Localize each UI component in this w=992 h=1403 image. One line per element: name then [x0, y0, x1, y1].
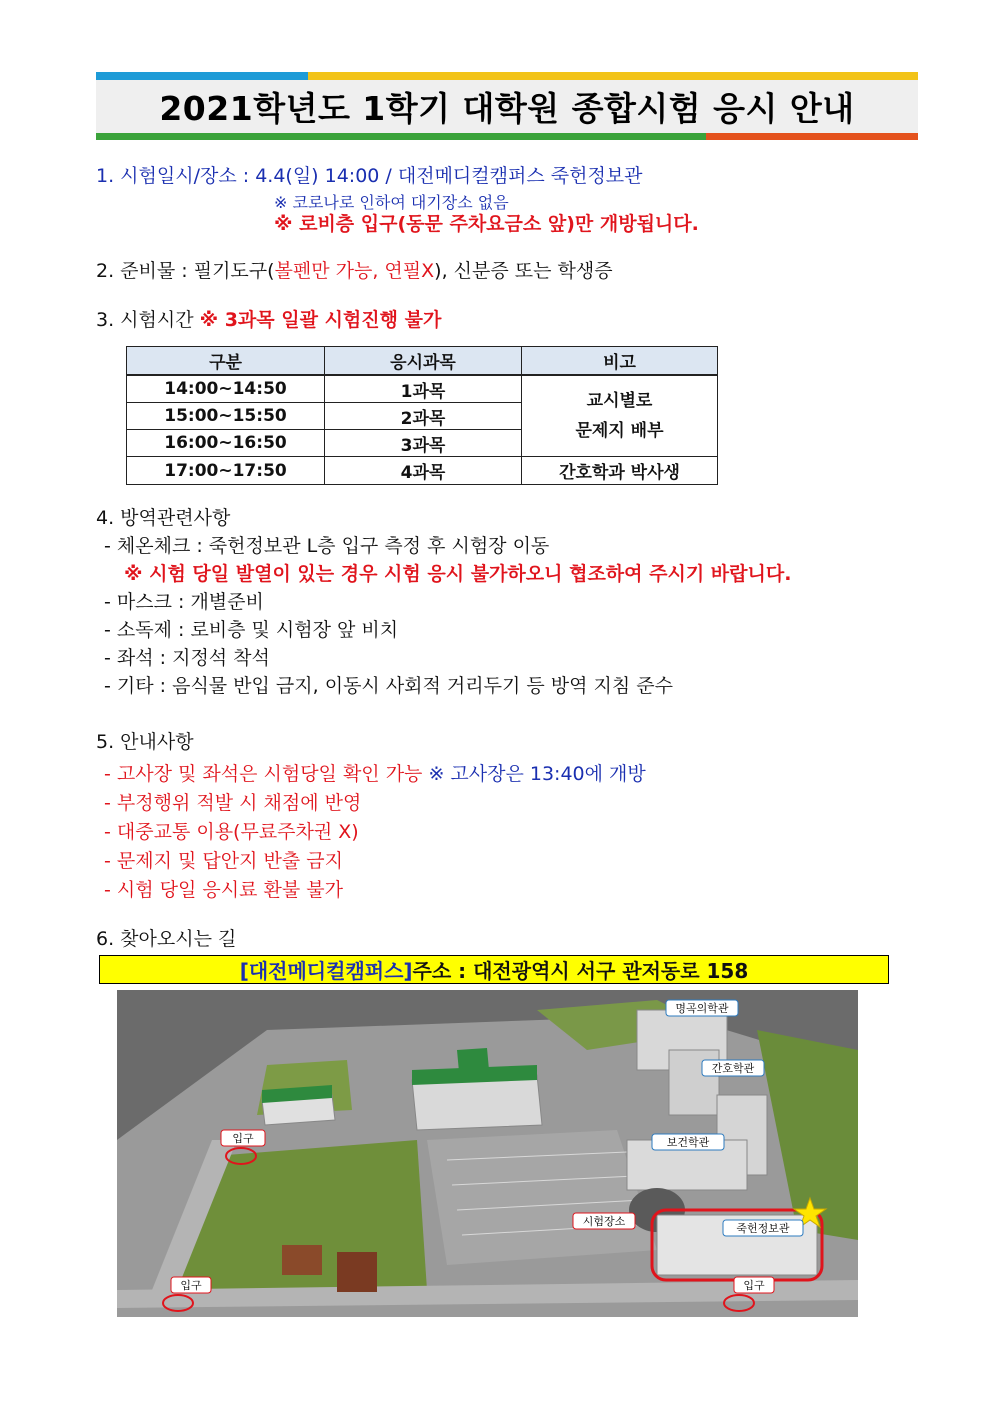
- address-text: 주소 : 대전광역시 서구 관저동로 158: [412, 959, 749, 983]
- section-5-title: 5. 안내사항: [96, 731, 194, 753]
- table-cell-time: 14:00~14:50: [127, 375, 325, 403]
- exam-schedule-table: [126, 346, 718, 485]
- section-5-item-2: - 부정행위 적발 시 채점에 반영: [104, 792, 362, 814]
- map-label-gate-1: 입구: [232, 1132, 254, 1145]
- section-2-supplies: [96, 259, 613, 283]
- section-5-item-5: - 시험 당일 응시료 환불 불가: [104, 879, 343, 901]
- table-note-line-2: 문제지 배부: [575, 421, 664, 441]
- table-header-subject: 응시과목: [325, 347, 522, 376]
- section-2-pen-only: 볼펜만 가능, 연필X: [274, 260, 435, 282]
- banner-accent-green: [96, 133, 706, 140]
- section-1-value: 4.4(일) 14:00 / 대전메디컬캠퍼스 죽헌정보관: [255, 165, 643, 187]
- section-2-prefix: 2. 준비물 : 필기도구(: [96, 260, 275, 282]
- table-cell-time: 16:00~16:50: [127, 430, 325, 457]
- table-cell-time: 15:00~15:50: [127, 403, 325, 430]
- table-cell-subject: 2과목: [325, 403, 522, 430]
- table-row: [127, 457, 718, 485]
- table-cell-time: 17:00~17:50: [127, 457, 325, 485]
- table-note-line-1: 교시별로: [586, 391, 653, 411]
- banner-accent-orange: [706, 133, 918, 140]
- banner-accent-yellow: [308, 72, 918, 80]
- map-label-gate-2: 입구: [180, 1279, 202, 1292]
- table-header-note: 비고: [522, 347, 718, 376]
- section-4-item-mask: - 마스크 : 개별준비: [104, 591, 264, 613]
- section-4-title: 4. 방역관련사항: [96, 507, 231, 529]
- section-6-title: 6. 찾아오시는 길: [96, 928, 237, 950]
- section-1-note-waiting: ※ 코로나로 인하여 대기장소 없음: [274, 193, 509, 212]
- map-path-brown: [337, 1252, 377, 1292]
- section-3-time: [96, 308, 441, 332]
- section-4-item-etc: - 기타 : 음식물 반입 금지, 이동시 사회적 거리두기 등 방역 지침 준수: [104, 675, 673, 697]
- section-5-item-3: - 대중교통 이용(무료주차권 X): [104, 821, 359, 843]
- map-label-exam: 시험장소: [582, 1215, 626, 1228]
- address-campus: [대전메디컬캠퍼스]: [239, 959, 413, 983]
- section-5-item-1-red: - 고사장 및 좌석은 시험당일 확인 가능: [104, 763, 429, 785]
- address-banner: [99, 955, 889, 984]
- section-5-item-4: - 문제지 및 답안지 반출 금지: [104, 850, 343, 872]
- table-header-category: 구분: [127, 347, 325, 376]
- table-row: [127, 375, 718, 403]
- section-4-fever-warning: ※ 시험 당일 발열이 있는 경우 시험 응시 불가하오니 협조하여 주시기 바랍니다.: [124, 563, 792, 585]
- table-cell-subject: 1과목: [325, 375, 522, 403]
- section-5-item-1: [104, 762, 646, 786]
- section-4-item-seat: - 좌석 : 지정석 착석: [104, 647, 270, 669]
- section-2-suffix: ), 신분증 또는 학생증: [434, 260, 613, 282]
- section-1-note-entrance: ※ 로비층 입구(동문 주차요금소 앞)만 개방됩니다.: [274, 213, 699, 235]
- page-title: 2021학년도 1학기 대학원 종합시험 응시 안내: [96, 80, 918, 133]
- table-cell-subject: 4과목: [325, 457, 522, 485]
- table-header-row: [127, 347, 718, 376]
- map-label-nursing: 간호학관: [711, 1062, 755, 1075]
- campus-map: [117, 990, 858, 1317]
- section-5-item-1-blue: ※ 고사장은 13:40에 개방: [428, 763, 646, 785]
- table-cell-note-merged: [522, 375, 718, 457]
- banner-accent-blue: [96, 72, 308, 80]
- map-label-health: 보건학관: [666, 1136, 710, 1149]
- section-4-item-sanitizer: - 소독제 : 로비층 및 시험장 앞 비치: [104, 619, 399, 641]
- map-label-gate-3: 입구: [743, 1279, 765, 1292]
- table-cell-subject: 3과목: [325, 430, 522, 457]
- section-3-warning: ※ 3과목 일괄 시험진행 불가: [199, 309, 442, 331]
- map-building-main-tower: [457, 1048, 489, 1072]
- section-4-item-temperature: - 체온체크 : 죽헌정보관 L층 입구 측정 후 시험장 이동: [104, 535, 550, 557]
- section-1-label: 1. 시험일시/장소 :: [96, 165, 256, 187]
- section-3-label: 3. 시험시간: [96, 309, 200, 331]
- map-building-historic: [282, 1245, 322, 1275]
- map-label-myeonggok: 명곡의학관: [675, 1002, 729, 1015]
- section-1-schedule: [96, 164, 643, 188]
- table-cell-note-last: 간호학과 박사생: [522, 457, 718, 485]
- map-parking: [427, 1130, 657, 1265]
- map-label-jukheon: 죽헌정보관: [736, 1222, 790, 1235]
